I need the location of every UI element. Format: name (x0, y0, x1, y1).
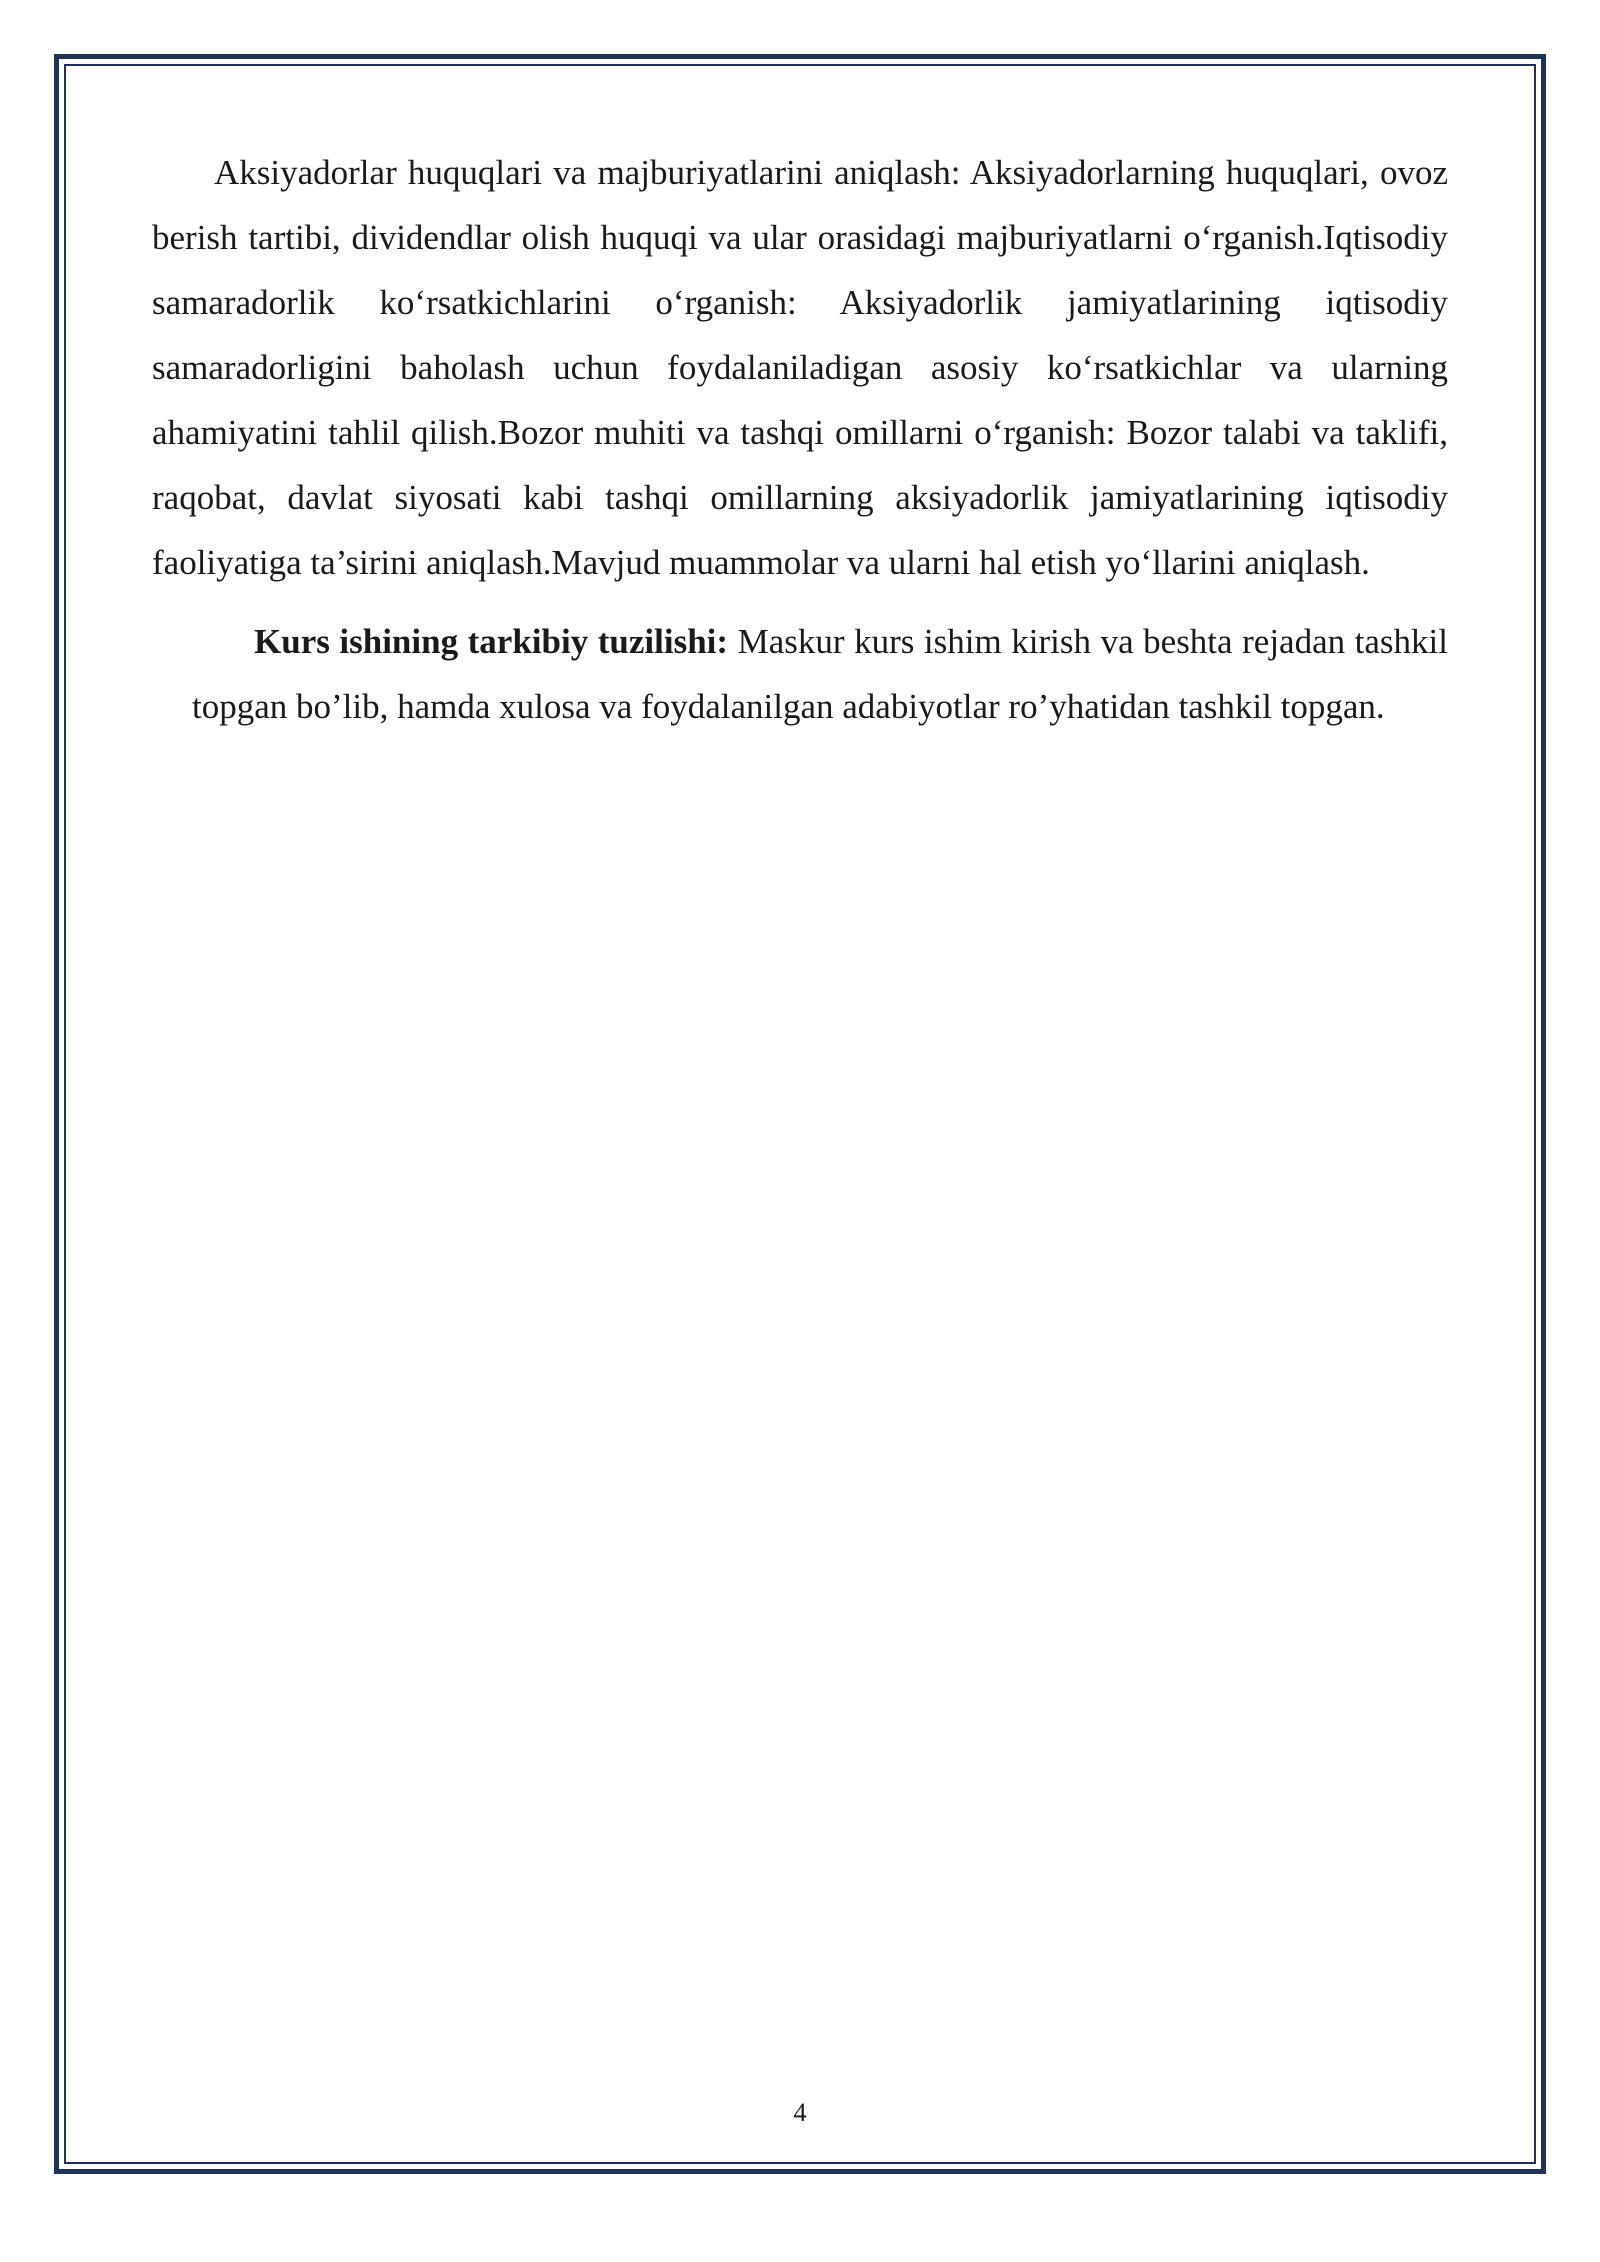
page-number: 4 (793, 2098, 807, 2127)
structure-heading: Kurs ishining tarkibiy tuzilishi: (254, 622, 729, 661)
paragraph-structure (152, 609, 1448, 739)
paragraph-objectives: Aksiyadorlar huquqlari va majburiyatlarini aniqlash: Aksiyadorlarning huquqlari, ovoz berish tartibi, dividendlar olish huquqi va ular orasidagi majburiyatlarni o‘rganish.Iqtisodiy samaradorlik ko‘rsatkichlarini o‘rganish: Aksiyadorlik jamiyatlarining iqtisodiy samaradorligini baholash uchun foydalaniladigan asosiy ko‘rsatkichlar va ularning ahamiyatini tahlil qilish.Bozor muhiti va tashqi omillarni o‘rganish: Bozor talabi va taklifi, raqobat, davlat siyosati kabi tashqi omillarning aksiyadorlik jamiyatlarining iqtisodiy faoliyatiga ta’sirini aniqlash.Mavjud muammolar va ularni hal etish yo‘llarini aniqlash. (152, 153, 1448, 582)
structure-text: Maskur kurs ishim kirish va beshta rejadan tashkil topgan bo’lib, hamda xulosa va foydalanilgan adabiyotlar ro’yhatidan tashkil topgan. (192, 622, 1448, 726)
page-content (152, 140, 1448, 739)
